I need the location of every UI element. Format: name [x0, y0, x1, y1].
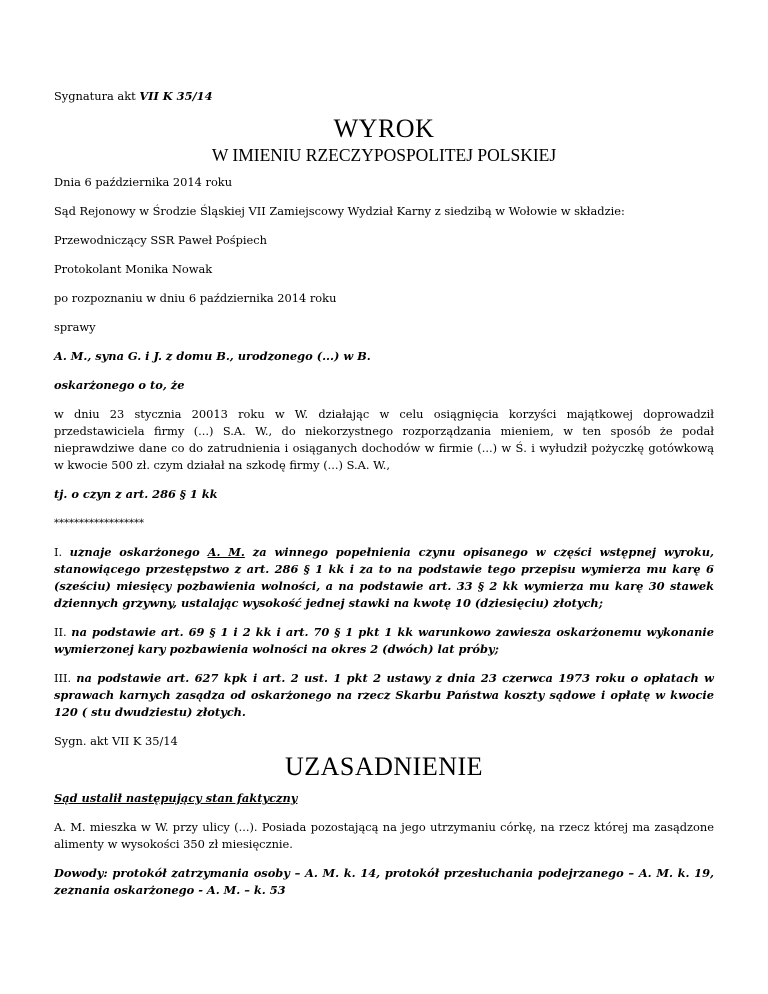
- facts-text: A. M. mieszka w W. przy ulicy (...). Posiada pozostającą na jego utrzymaniu córkę, na rzecz której ma zasądzone alimenty w wysokości 350 zł miesięcznie.: [54, 820, 714, 851]
- signature-value: VII K 35/14: [139, 89, 213, 103]
- point-text-pre: uznaje oskarżonego: [69, 545, 208, 559]
- point-number: III.: [54, 671, 77, 685]
- document-subtitle: W IMIENIU RZECZYPOSPOLITEJ POLSKIEJ: [211, 145, 557, 165]
- point-text: na podstawie art. 69 § 1 i 2 kk i art. 70 § 1 pkt 1 kk warunkowo zawiesza oskarżonemu wykonanie wymierzonej kary pozbawienia wolności na okres 2 (dwóch) lat próby;: [54, 625, 714, 656]
- hearing-date: po rozpoznaniu w dniu 6 października 2014 roku: [54, 291, 337, 305]
- point-number: I.: [54, 545, 70, 559]
- verdict-point-1: [54, 544, 714, 612]
- charge-heading: oskarżonego o to, że: [54, 378, 185, 392]
- verdict-point-2: [54, 624, 714, 658]
- signature-prefix: Sygnatura akt: [54, 89, 140, 103]
- point-text-rest: za winnego popełnienia czynu opisanego w części wstępnej wyroku, stanowiącego przestępstwo z art. 286 § 1 kk i za to na podstawie tego przepisu wymierza mu karę 6 (sześciu) miesięcy pozbawienia wolności, a na podstawie art. 33 § 2 kk wymierza mu karę 30 stawek dziennych grzywny, ustalając wysokość jednej stawki na kwotę 10 (dziesięciu) złotych;: [54, 545, 715, 610]
- evidence-list: Dowody: protokół zatrzymania osoby – A. M. k. 14, protokół przesłuchania podejrzanego – A. M. k. 19, zeznania oskarżonego - A. M. – k. 53: [54, 866, 714, 897]
- defendant-details: A. M., syna G. i J. z domu B., urodzonego (...) w B.: [54, 349, 371, 363]
- document-page: [54, 88, 714, 911]
- verdict-point-3: [54, 670, 714, 721]
- court-composition: Sąd Rejonowy w Środzie Śląskiej VII Zamiejscowy Wydział Karny z siedzibą w Wołowie w składzie:: [54, 204, 625, 218]
- case-signature: [54, 88, 714, 105]
- point-number: II.: [54, 625, 72, 639]
- legal-qualification: tj. o czyn z art. 286 § 1 kk: [54, 487, 218, 501]
- facts-heading: Sąd ustalił następujący stan faktyczny: [54, 791, 298, 805]
- document-title: WYROK: [333, 114, 435, 143]
- verdict-date: Dnia 6 października 2014 roku: [54, 175, 233, 189]
- justification-title: UZASADNIENIE: [284, 752, 484, 781]
- justification-signature: Sygn. akt VII K 35/14: [54, 734, 178, 748]
- court-clerk: Protokolant Monika Nowak: [54, 262, 213, 276]
- charge-description: w dniu 23 stycznia 20013 roku w W. działając w celu osiągnięcia korzyści majątkowej doprowadził przedstawiciela firmy (...) S.A. W., do niekorzystnego rozporządzania mieniem, w ten sposób że podał nieprawdziwe dane co do zatrudnienia i osiąganych dochodów w firmie (...) w Ś. i wyłudził pożyczkę gotówkową w kwocie 500 zł. czym działał na szkodę firmy (...) S.A. W.,: [54, 407, 714, 472]
- case-label: sprawy: [54, 320, 96, 334]
- separator-stars: ******************: [54, 518, 144, 529]
- defendant-name: A. M.: [207, 545, 245, 559]
- point-text: na podstawie art. 627 kpk i art. 2 ust. 1 pkt 2 ustawy z dnia 23 czerwca 1973 roku o opłatach w sprawach karnych zasądza od oskarżonego na rzecz Skarbu Państwa koszty sądowe i opłatę w kwocie 120 ( stu dwudziestu) złotych.: [54, 671, 714, 719]
- presiding-judge: Przewodniczący SSR Paweł Pośpiech: [54, 233, 267, 247]
